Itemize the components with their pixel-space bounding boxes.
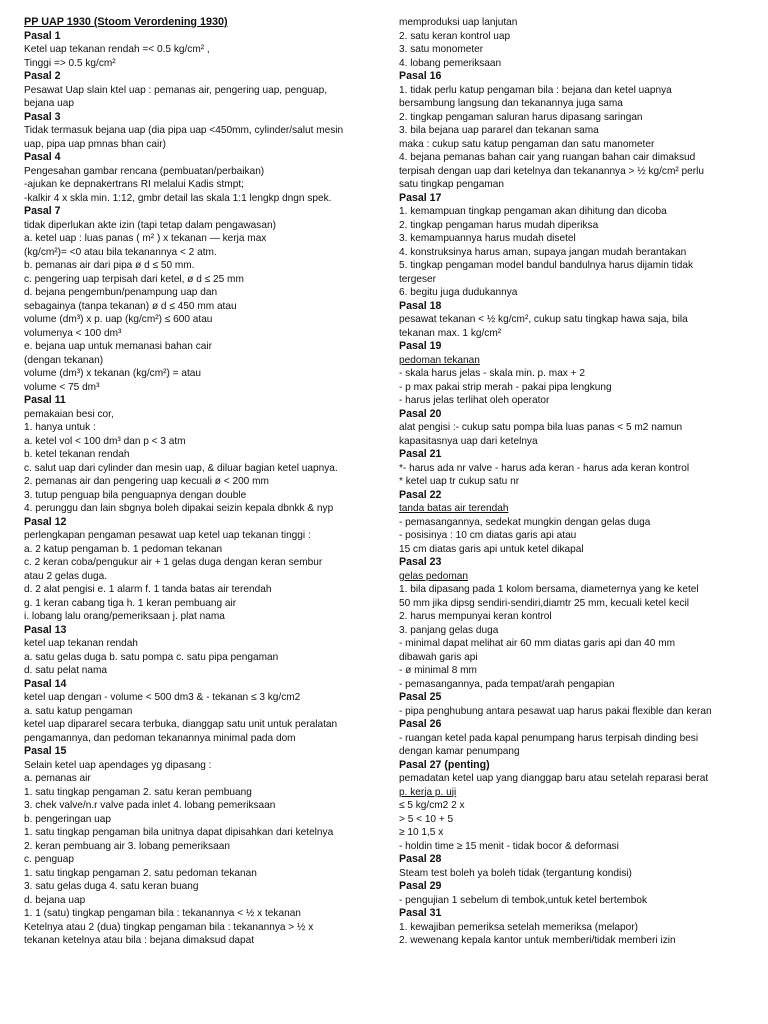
section-heading: Pasal 27 (penting): [399, 758, 490, 771]
section-heading: Pasal 15: [24, 745, 67, 757]
text-line: * ketel uap tr cukup satu nr: [399, 476, 520, 487]
text-line: Steam test boleh ya boleh tidak (tergantung kondisi): [399, 867, 632, 879]
text-line: volume (dm³) x tekanan (kg/cm²) = atau: [24, 368, 201, 379]
text-line: a. 2 katup pengaman b. 1 pedoman tekanan: [24, 543, 223, 555]
text-line: kapasitasnya uap dari ketelnya: [399, 435, 538, 447]
text-line: 3. chek valve/n.r valve pada inlet 4. lobang pemeriksaan: [24, 800, 276, 811]
text-line: 3. tutup penguap bila penguapnya dengan double: [24, 489, 247, 501]
text-line: satu tingkap pengaman: [399, 179, 504, 190]
text-line: c. 2 keran coba/pengukur air + 1 gelas duga dengan keran sembur: [24, 557, 323, 568]
section-heading: Pasal 31: [399, 907, 442, 919]
section-heading: Pasal 29: [399, 880, 442, 892]
text-line: Tidak termasuk bejana uap (dia pipa uap <450mm, cylinder/salut mesin: [24, 125, 344, 136]
section-heading: Pasal 4: [24, 151, 61, 163]
text-line: terpisah dengan uap dari ketelnya dan tekanannya > ½ kg/cm² perlu: [399, 165, 704, 177]
text-line: 2. harus mempunyai keran kontrol: [399, 611, 552, 622]
text-line: sebagainya (tanpa tekanan) ø d ≤ 450 mm atau: [24, 300, 237, 312]
text-line: tidak diperlukan akte izin (tapi tetap dalam pengawasan): [24, 219, 276, 231]
text-line: 4. perunggu dan lain sbgnya boleh dipakai seizin kepala dbnkk & nyp: [24, 503, 334, 514]
text-line: 1. kewajiban pemeriksa setelah memeriksa (melapor): [399, 921, 638, 933]
text-line: a. pemanas air: [24, 773, 91, 784]
text-line: 3. panjang gelas duga: [399, 624, 499, 636]
text-line: c. pengering uap terpisah dari ketel, ø d ≤ 25 mm: [24, 273, 244, 285]
text-line: Tinggi => 0.5 kg/cm²: [24, 57, 116, 69]
text-line: 2. wewenang kepala kantor untuk memberi/tidak memberi izin: [399, 935, 676, 946]
text-line: memproduksi uap lanjutan: [399, 17, 518, 28]
text-line: pesawat tekanan < ½ kg/cm², cukup satu tingkap hawa saja, bila: [399, 314, 688, 325]
text-line: g. 1 keran cabang tiga h. 1 keran pembuang air: [24, 597, 237, 609]
section-heading: Pasal 11: [24, 394, 66, 406]
text-line: c. penguap: [24, 854, 74, 865]
underlined-subheading: p. kerja p. uji: [399, 786, 457, 798]
text-line: 2. tingkap pengaman saluran harus dipasang saringan: [399, 111, 643, 123]
text-line: > 5 < 10 + 5: [399, 813, 454, 825]
text-line: 2. pemanas air dan pengering uap kecuali ø < 200 mm: [24, 476, 269, 487]
text-line: volume < 75 dm³: [24, 381, 100, 393]
text-line: d. bejana uap: [24, 894, 86, 906]
text-line: ≥ 10 1,5 x: [399, 827, 444, 838]
section-heading: Pasal 14: [24, 677, 67, 690]
text-line: - pemasangannya, sedekat mungkin dengan gelas duga: [399, 516, 651, 528]
text-line: -kalkir 4 x skla min. 1:12, gmbr detail las skala 1:1 lengkp dngn spek.: [24, 192, 332, 204]
text-line: ≤ 5 kg/cm2 2 x: [399, 800, 465, 811]
text-line: a. satu gelas duga b. satu pompa c. satu pipa pengaman: [24, 651, 279, 663]
text-line: Selain ketel uap apendages yg dipasang :: [24, 759, 212, 771]
text-line: ketel uap dengan - volume < 500 dm3 & - tekanan ≤ 3 kg/cm2: [24, 692, 301, 703]
text-line: d. bejana pengembun/penampung uap dan: [24, 287, 218, 298]
text-line: - ø minimal 8 mm: [399, 665, 477, 676]
text-line: 4. lobang pemeriksaan: [399, 57, 502, 69]
underlined-subheading: gelas pedoman: [399, 570, 469, 582]
text-line: - pemasangannya, pada tempat/arah pengapian: [399, 678, 615, 690]
text-line: - pengujian 1 sebelum di tembok,untuk ketel bertembok: [399, 894, 648, 906]
text-line: b. pemanas air dari pipa ø d ≤ 50 mm.: [24, 260, 195, 271]
document-title: PP UAP 1930 (Stoom Verordening 1930): [24, 16, 228, 28]
text-line: Pengesahan gambar rencana (pembuatan/perbaikan): [24, 165, 265, 177]
text-line: tekanan ketelnya atau bila : bejana dimaksud dapat: [24, 935, 255, 946]
text-line: 2. satu keran kontrol uap: [399, 30, 511, 42]
text-line: 2. tingkap pengaman harus mudah diperiksa: [399, 219, 599, 231]
text-line: - skala harus jelas - skala min. p. max + 2: [399, 368, 585, 379]
text-line: - ruangan ketel pada kapal penumpang harus terpisah dinding besi: [399, 732, 699, 744]
section-heading: Pasal 18: [399, 299, 442, 312]
text-line: Ketelnya atau 2 (dua) tingkap pengaman bila : tekanannya > ½ x: [24, 921, 314, 933]
text-line: - pipa penghubung antara pesawat uap harus pakai flexible dan keran: [399, 705, 712, 717]
text-line: 1. kemampuan tingkap pengaman akan dihitung dan dicoba: [399, 206, 667, 217]
text-line: - p max pakai strip merah - pakai pipa lengkung: [399, 381, 612, 393]
underlined-subheading: pedoman tekanan: [399, 354, 480, 366]
text-line: bejana uap: [24, 98, 74, 109]
text-line: pemadatan ketel uap yang dianggap baru atau setelah reparasi berat: [399, 773, 709, 784]
text-line: 1. satu tingkap pengaman bila unitnya dapat dipisahkan dari ketelnya: [24, 827, 334, 838]
text-line: 1. satu tingkap pengaman 2. satu keran pembuang: [24, 786, 252, 798]
section-heading: Pasal 22: [399, 488, 442, 501]
text-line: - harus jelas terlihat oleh operator: [399, 395, 550, 406]
text-line: pengamannya, dan pedoman tekanannya minimal pada dom: [24, 732, 296, 744]
underlined-subheading: tanda batas air terendah: [399, 503, 509, 514]
text-line: pemakaian besi cor,: [24, 408, 114, 420]
right-column: [399, 16, 755, 948]
text-line: 3. kemampuannya harus mudah disetel: [399, 233, 576, 244]
text-line: perlengkapan pengaman pesawat uap ketel uap tekanan tinggi :: [24, 530, 311, 541]
text-line: (kg/cm²)= <0 atau bila tekanannya < 2 atm.: [24, 246, 217, 258]
section-heading: Pasal 25: [399, 691, 442, 703]
section-heading: Pasal 2: [24, 70, 61, 82]
text-line: b. ketel tekanan rendah: [24, 449, 130, 460]
text-line: 4. bejana pemanas bahan cair yang ruangan bahan cair dimaksud: [399, 152, 696, 163]
text-line: -ajukan ke depnakertrans RI melalui Kadis stmpt;: [24, 179, 244, 190]
section-heading: Pasal 12: [24, 515, 67, 528]
text-line: 4. konstruksinya harus aman, supaya jangan mudah berantakan: [399, 246, 687, 258]
text-line: tergeser: [399, 273, 437, 285]
text-line: a. satu katup pengaman: [24, 705, 133, 717]
left-column: [24, 16, 386, 948]
text-line: ketel uap tekanan rendah: [24, 638, 138, 649]
text-line: 1. hanya untuk :: [24, 422, 96, 433]
section-heading: Pasal 16: [399, 70, 442, 82]
section-heading: Pasal 13: [24, 623, 67, 636]
text-line: Ketel uap tekanan rendah =< 0.5 kg/cm² ,: [24, 44, 210, 55]
text-line: bersambung langsung dan tekanannya juga sama: [399, 98, 623, 109]
text-line: - minimal dapat melihat air 60 mm diatas garis api dan 40 mm: [399, 638, 676, 649]
text-line: 50 mm jika dipsg sendiri-sendiri,diamtr 25 mm, kecuali ketel kecil: [399, 597, 690, 609]
section-heading: Pasal 28: [399, 853, 442, 865]
text-line: 3. satu monometer: [399, 44, 484, 55]
text-line: a. ketel uap : luas panas ( m² ) x tekanan — kerja max: [24, 233, 267, 244]
text-line: d. satu pelat nama: [24, 665, 108, 676]
text-line: 6. begitu juga dudukannya: [399, 287, 518, 298]
text-line: 2. keran pembuang air 3. lobang pemeriksaan: [24, 840, 230, 852]
text-line: volume (dm³) x p. uap (kg/cm²) ≤ 600 atau: [24, 314, 213, 325]
text-line: volumenya < 100 dm³: [24, 327, 122, 339]
text-line: dengan kamar penumpang: [399, 746, 520, 757]
text-line: *- harus ada nr valve - harus ada keran - harus ada keran kontrol: [399, 462, 690, 474]
text-line: 1. satu tingkap pengaman 2. satu pedoman tekanan: [24, 867, 257, 879]
text-line: - posisinya : 10 cm diatas garis api atau: [399, 530, 577, 541]
text-line: 3. satu gelas duga 4. satu keran buang: [24, 881, 199, 892]
text-line: 3. bila bejana uap pararel dan tekanan sama: [399, 125, 599, 136]
section-heading: Pasal 23: [399, 556, 442, 568]
section-heading: Pasal 7: [24, 205, 61, 217]
text-line: i. lobang lalu orang/pemeriksaan j. plat nama: [24, 611, 225, 622]
text-line: uap, pipa uap pmnas bhan cair): [24, 138, 166, 150]
section-heading: Pasal 21: [399, 448, 442, 460]
text-line: a. ketel vol < 100 dm³ dan p < 3 atm: [24, 435, 186, 447]
section-heading: Pasal 3: [24, 110, 61, 123]
section-heading: Pasal 1: [24, 29, 61, 42]
text-line: (dengan tekanan): [24, 354, 104, 366]
text-line: b. pengeringan uap: [24, 813, 111, 825]
text-line: c. salut uap dari cylinder dan mesin uap, & diluar bagian ketel uapnya.: [24, 462, 338, 474]
text-line: dibawah garis api: [399, 651, 478, 663]
section-heading: Pasal 20: [399, 407, 442, 420]
text-line: e. bejana uap untuk memanasi bahan cair: [24, 341, 212, 352]
text-line: - holdin time ≥ 15 menit - tidak bocor & deformasi: [399, 840, 619, 852]
text-line: d. 2 alat pengisi e. 1 alarm f. 1 tanda batas air terendah: [24, 584, 272, 595]
text-line: 1. bila dipasang pada 1 kolom bersama, diameternya yang ke ketel: [399, 584, 699, 595]
text-line: ketel uap dipararel secara terbuka, dianggap satu unit untuk peralatan: [24, 719, 338, 730]
section-heading: Pasal 26: [399, 718, 442, 730]
text-line: 1. tidak perlu katup pengaman bila : bejana dan ketel uapnya: [399, 84, 672, 96]
text-line: 5. tingkap pengaman model bandul bandulnya harus dijamin tidak: [399, 260, 694, 271]
text-line: 1. 1 (satu) tingkap pengaman bila : tekanannya < ½ x tekanan: [24, 908, 301, 919]
section-heading: Pasal 17: [399, 191, 442, 204]
text-line: alat pengisi :- cukup satu pompa bila luas panas < 5 m2 namun: [399, 422, 683, 433]
text-line: 15 cm diatas garis api untuk ketel dikapal: [399, 543, 584, 555]
section-heading: Pasal 19: [399, 340, 442, 352]
text-line: maka : cukup satu katup pengaman dan satu manometer: [399, 138, 655, 150]
text-line: Pesawat Uap slain ktel uap : pemanas air, pengering uap, penguap,: [24, 84, 328, 96]
text-line: atau 2 gelas duga.: [24, 570, 108, 582]
text-line: tekanan max. 1 kg/cm²: [399, 327, 502, 339]
